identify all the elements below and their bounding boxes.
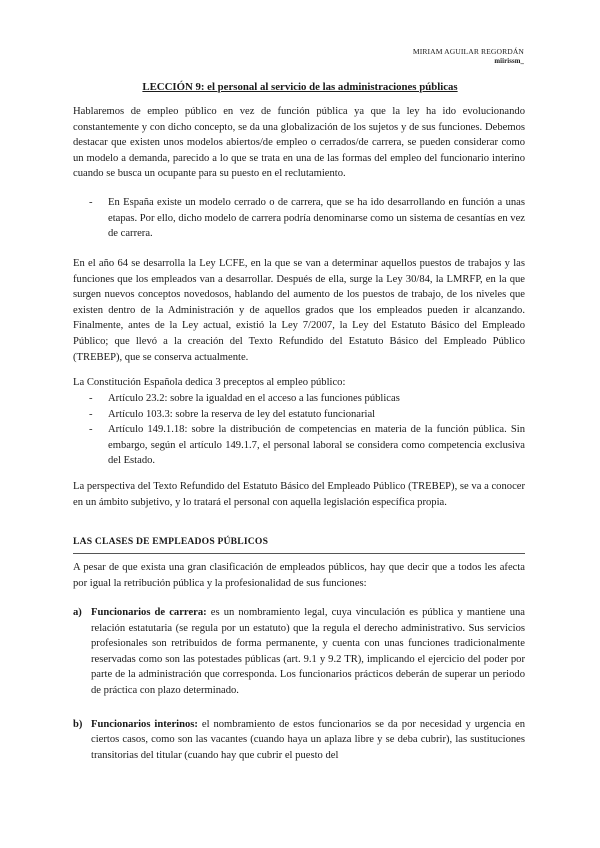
bullet-text: Artículo 23.2: sobre la igualdad en el acceso a las funciones públicas — [108, 393, 400, 404]
item-text: es un nombramiento legal, cuya vinculación es pública y mantiene una relación estatutaria (se regula por un estatuto) que la regula el derecho administrativo. Sus servicios profesionales son retribuidos de forma permanente, y cuenta con unas funciones tradicionalmente reservadas como son las potestades públicas (art. 9.1 y 9.2 TR), implicando el ejercicio del poder por parte de la administración que corresponda. Los funcionarios prácticos deberán de superar un periodo de práctica con plazo determinado. — [91, 607, 526, 696]
item-term: Funcionarios interinos: — [91, 718, 198, 730]
item-marker: a) — [73, 607, 82, 618]
list-item: - Artículo 23.2: sobre la igualdad en el acceso a las funciones públicas — [89, 393, 400, 404]
section-heading: LAS CLASES DE EMPLEADOS PÚBLICOS — [73, 536, 269, 547]
employee-classes-list — [73, 605, 525, 763]
intro-paragraph: Hablaremos de empleo público en vez de función pública ya que la ley ha ido evolucionando constantemente y con dicho concepto, se da una globalización de los sujetos y de sus funciones. Debemos destacar que existen unos modelos abiertos/de empleo o cerrados/de carrera, se pueden considerar como un modelo a demanda, parecido a lo que se trata en una de las formas del empleo del funcionario interino cuando se busca un ocupante para su puesto en el reclutamiento. — [73, 106, 525, 180]
constitution-paragraph: La Constitución Española dedica 3 preceptos al empleo público: — [73, 377, 346, 388]
perspective-paragraph: La perspectiva del Texto Refundido del Estatuto Básico del Empleado Público (TREBEP), se va a conocer en un ámbito subjetivo, y lo tratará el personal con aquella legislación específica propia. — [73, 481, 525, 508]
section-divider — [73, 553, 525, 554]
list-item: - En España existe un modelo cerrado o de carrera, que se ha ido desarrollando en función a unas etapas. Por ello, dicho modelo de carrera podría denominarse como un sistema de cesantías en vez de carrera. — [89, 197, 525, 240]
bullet-text: En España existe un modelo cerrado o de carrera, que se ha ido desarrollando en función a unas etapas. Por ello, dicho modelo de carrera podría denominarse como un sistema de cesantías en vez de carrera. — [108, 197, 525, 240]
constitution-bullet-list — [73, 391, 525, 469]
list-item — [73, 605, 525, 699]
list-item — [73, 717, 525, 764]
list-item: - Artículo 103.3: sobre la reserva de ley del estatuto funcionarial — [89, 408, 376, 420]
item-marker: b) — [73, 718, 83, 730]
history-paragraph: En el año 64 se desarrolla la Ley LCFE, en la que se van a determinar aquellos puestos de trabajos y las funciones que los empleados van a desarrollar. Después de ella, surge la Ley 30/84, la LMRFP, en la que surgen nuevos conceptos novedosos, hablando del aumento de los puestos de trabajo, de los niveles que existen dentro de la Administración y de aquellos grados que los empleados pueden ir alcanzando. Finalmente, antes de la Ley actual, existió la Ley 7/2007, la Ley del Estatuto Básico del Empleado Público; que llevó a la creación del Texto Refundido del Estatuto Básico del Empleado Público (TREBEP), que se conserva actualmente. — [73, 258, 525, 363]
classes-intro-paragraph: A pesar de que exista una gran clasificación de empleados públicos, hay que decir que a todos les afecta por igual la retribución pública y la profesionalidad de sus funciones: — [73, 562, 525, 589]
list-item: - Artículo 149.1.18: sobre la distribución de competencias en materia de la función pública. Sin embargo, según el artículo 149.1.7, el personal laboral se considera como competencia exclusiva del Estado. — [89, 424, 525, 467]
author-name: MIRIAM AGUILAR REGORDÁN — [412, 47, 524, 56]
bullet-text: Artículo 103.3: sobre la reserva de ley del estatuto funcionarial — [108, 408, 376, 420]
item-term: Funcionarios de carrera: — [91, 607, 207, 618]
author-handle: miirissm_ — [494, 57, 524, 65]
item-text: el nombramiento de estos funcionarios se da por necesidad y urgencia en ciertos casos, como son las vacantes (cuando haya un aplaza libre y se deba cubrir), las sustituciones transitorias del titular (cuando hay que cubrir el puesto del — [91, 718, 525, 761]
lesson-title: LECCIÓN 9: el personal al servicio de las administraciones públicas — [142, 81, 458, 93]
author-header — [413, 47, 524, 66]
bullet-text: Artículo 149.1.18: sobre la distribución de competencias en materia de la función pública. Sin embargo, según el artículo 149.1.7, el personal laboral se considera como competencia exclusiva del Estado. — [108, 424, 525, 467]
intro-bullet-list — [73, 195, 525, 242]
